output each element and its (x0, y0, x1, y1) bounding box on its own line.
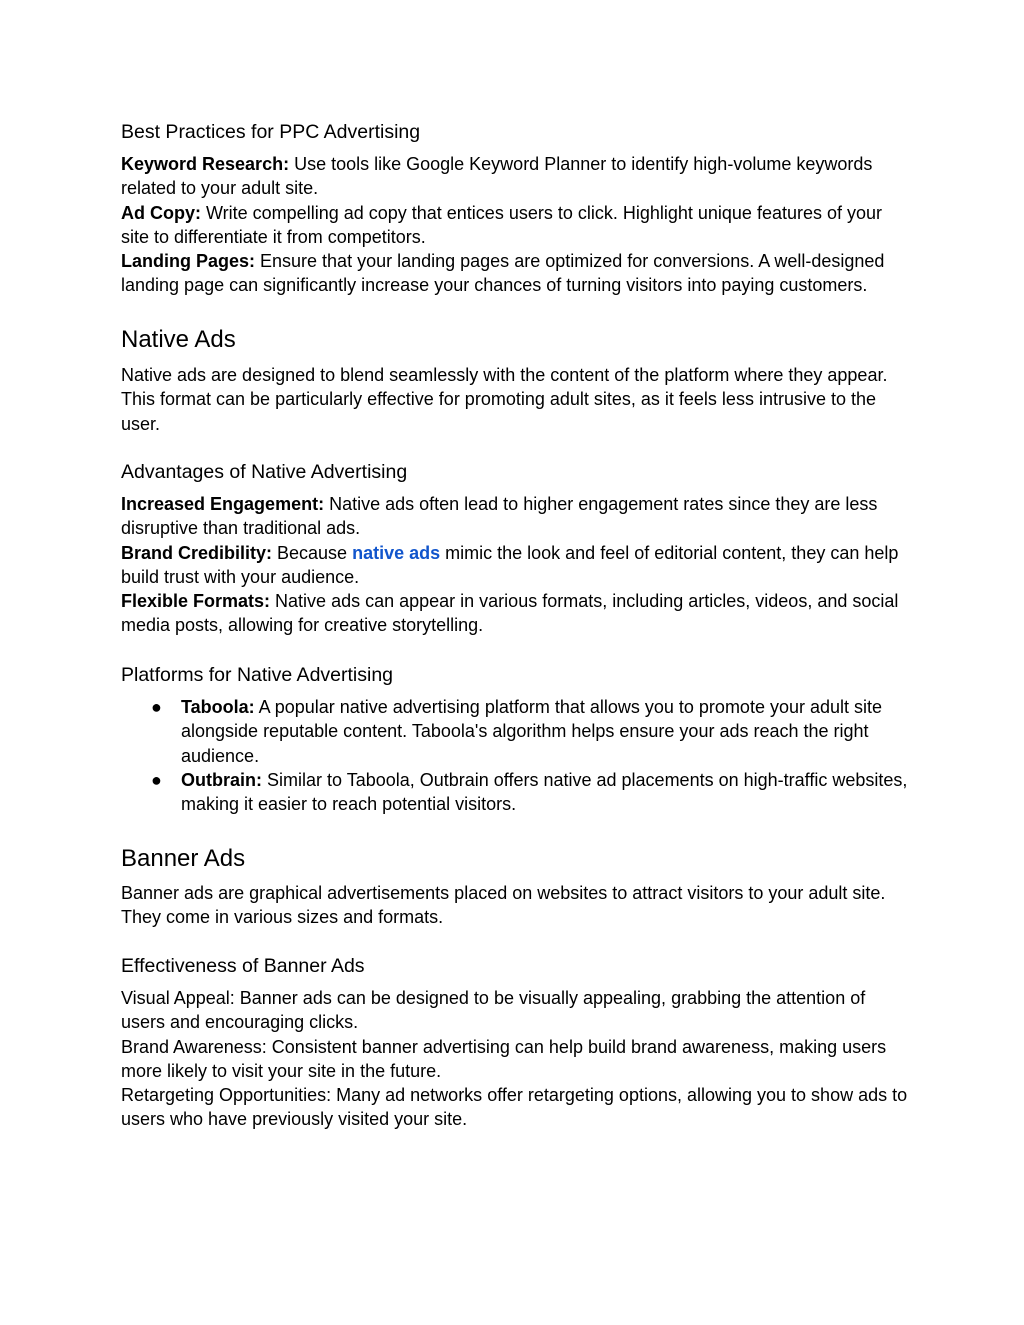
native-advantages-list (121, 492, 911, 638)
item-label: Flexible Formats: (121, 591, 271, 612)
effectiveness-item: Retargeting Opportunities: Many ad networks offer retargeting options, allowing you to show ads to users who have previously visited your site. (121, 1085, 908, 1130)
ppc-list (121, 152, 911, 298)
ppc-item-ad-copy (121, 201, 911, 250)
item-label: Increased Engagement: (121, 494, 325, 514)
item-text: Similar to Taboola, Outbrain offers native ad placements on high-traffic websites, making it easier to reach potential visitors. (181, 769, 908, 815)
item-text: Native ads often lead to higher engagement rates since they are less disruptive than traditional ads. (121, 494, 878, 539)
item-text: Ensure that your landing pages are optimized for conversions. A well-designed landing page can significantly increase your chances of turning visitors into paying customers. (121, 251, 885, 296)
banner-intro: Banner ads are graphical advertisements placed on websites to attract visitors to your adult site. They come in various sizes and formats. (121, 883, 886, 928)
item-text: Native ads can appear in various formats, including articles, videos, and social media posts, allowing for creative storytelling. (121, 591, 899, 636)
bullet-icon: ● (151, 697, 162, 717)
banner-effectiveness-list (121, 986, 911, 1132)
banner-effectiveness-heading: Effectiveness of Banner Ads (121, 955, 365, 977)
ppc-item-keyword-research (121, 152, 911, 201)
item-text: Write compelling ad copy that entices users to click. Highlight unique features of your site to differentiate it from competitors. (121, 202, 883, 247)
item-label: Brand Credibility: (121, 542, 273, 563)
item-text: mimic the look and feel of editorial content, they can help build trust with your audience. (121, 542, 899, 587)
effectiveness-item: Visual Appeal: Banner ads can be designed to be visually appealing, grabbing the attention of users and encouraging clicks. (121, 988, 866, 1033)
ppc-item-landing-pages (121, 249, 911, 298)
item-text: Because (272, 542, 353, 563)
native-advantages-heading: Advantages of Native Advertising (121, 461, 408, 483)
native-platforms-list (121, 695, 911, 816)
native-heading: Native Ads (121, 326, 236, 353)
item-label: Taboola: (181, 697, 255, 717)
list-item (121, 695, 911, 768)
native-ads-link[interactable]: native ads (352, 542, 441, 563)
ppc-heading: Best Practices for PPC Advertising (121, 121, 421, 143)
item-text: A popular native advertising platform that allows you to promote your adult site alongside reputable content. Taboola's algorithm helps ensure your ads reach the right audience. (181, 697, 883, 766)
advantage-engagement (121, 492, 911, 541)
item-label: Landing Pages: (121, 251, 256, 272)
effectiveness-item: Brand Awareness: Consistent banner advertising can help build brand awareness, making users more likely to visit your site in the future. (121, 1036, 887, 1081)
native-intro: Native ads are designed to blend seamlessly with the content of the platform where they appear. This format can be particularly effective for promoting adult sites, as it feels less intrusive to the user. (121, 365, 888, 434)
item-text: Use tools like Google Keyword Planner to identify high-volume keywords related to your adult site. (121, 154, 873, 199)
list-item (121, 768, 911, 817)
item-label: Ad Copy: (121, 202, 201, 223)
item-label: Keyword Research: (121, 154, 290, 174)
native-platforms-heading: Platforms for Native Advertising (121, 664, 394, 686)
banner-heading: Banner Ads (121, 845, 246, 872)
item-label: Outbrain: (181, 769, 262, 790)
advantage-formats (121, 589, 911, 638)
bullet-icon: ● (151, 769, 162, 790)
advantage-credibility (121, 541, 911, 590)
